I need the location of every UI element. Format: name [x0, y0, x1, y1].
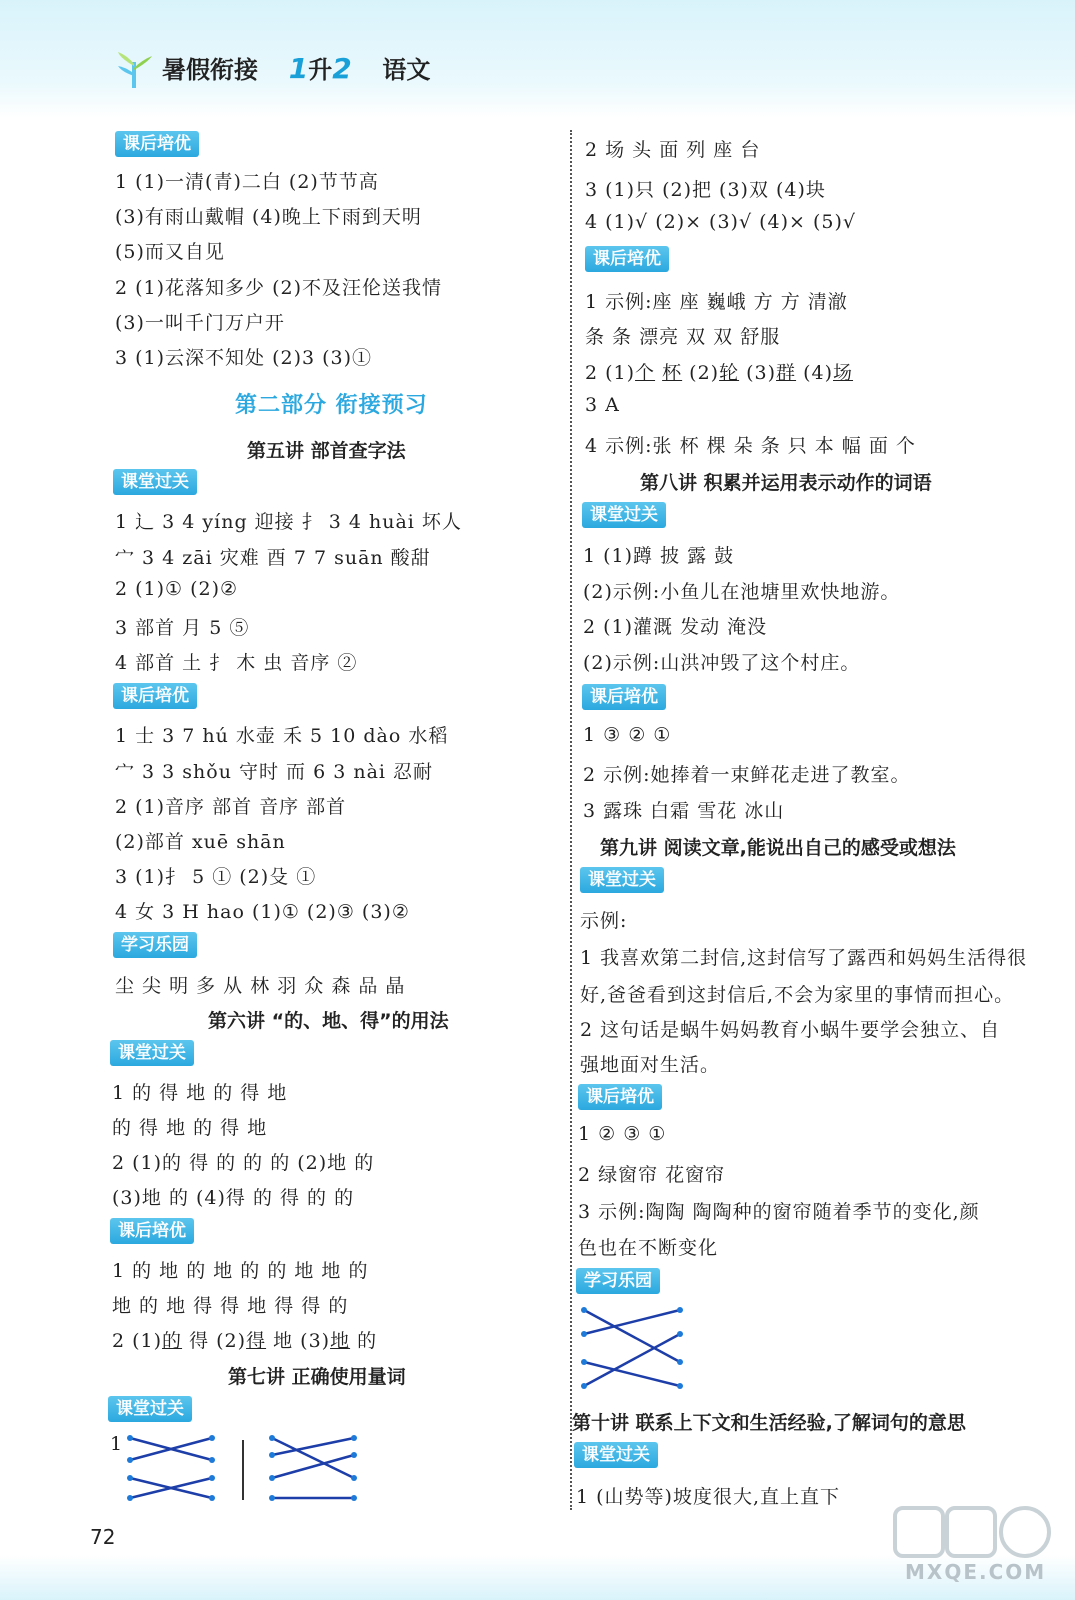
section-tag: 课堂过关 — [580, 867, 664, 893]
underlined-word: 地 — [330, 1330, 351, 1352]
column-divider — [570, 130, 572, 1510]
answer-line — [585, 358, 853, 385]
answer-line: (2)部首 xuē shān — [115, 831, 286, 853]
answer-line: 3 (1)云深不知处 (2)3 (3)① — [115, 347, 373, 369]
underlined-word: 得 — [246, 1330, 267, 1352]
section-tag: 课堂过关 — [108, 1396, 192, 1422]
underlined-word: 个 — [635, 362, 656, 384]
text-fragment: (3) — [739, 362, 777, 384]
answer-line: 示例: — [580, 910, 628, 932]
answer-line: 3 (1)扌 5 ① (2)殳 ① — [115, 866, 317, 888]
answer-line: 1 的 得 地 的 得 地 — [112, 1082, 288, 1104]
answer-line: 色也在不断变化 — [578, 1237, 719, 1259]
answer-line: 好,爸爸看到这封信后,不会为家里的事情而担心。 — [580, 984, 1015, 1006]
answer-line: 2 绿窗帘 花窗帘 — [578, 1164, 726, 1186]
answer-line: 1 (1)一清(青)二白 (2)节节高 — [115, 171, 379, 193]
answer-line: 4 (1)√ (2)× (3)√ (4)× (5)√ — [585, 211, 857, 233]
answer-line — [112, 1326, 377, 1353]
answer-line: 条 条 漂亮 双 双 舒服 — [585, 326, 781, 348]
section-tag: 课后培优 — [578, 1084, 662, 1110]
answer-line: 1 (1)蹲 披 露 鼓 — [583, 545, 735, 567]
section-tag: 课后培优 — [115, 131, 199, 157]
text-fragment: 2 (1) — [112, 1330, 163, 1352]
bamboo-logo-icon — [112, 48, 156, 92]
section-tag: 学习乐园 — [113, 932, 197, 958]
answer-line: 3 (1)只 (2)把 (3)双 (4)块 — [585, 179, 826, 201]
answer-line: 3 露珠 白霜 雪花 冰山 — [583, 800, 785, 822]
grade-from: 1 — [288, 52, 309, 85]
lecture-title: 第七讲 正确使用量词 — [228, 1366, 406, 1388]
answer-line: (5)而又自见 — [115, 241, 225, 263]
section-tag: 课后培优 — [582, 684, 666, 710]
section-tag: 课堂过关 — [113, 469, 197, 495]
answer-line: (2)示例:小鱼儿在池塘里欢快地游。 — [583, 581, 901, 603]
answer-line: 2 这句话是蜗牛妈妈教育小蜗牛要学会独立、自 — [580, 1019, 1001, 1041]
text-fragment: 的 — [350, 1330, 378, 1352]
answer-line: 4 女 3 H hao (1)① (2)③ (3)② — [115, 901, 410, 923]
answer-line: 2 示例:她捧着一束鲜花走进了教室。 — [583, 764, 911, 786]
answer-line: 尘 尖 明 多 从 林 羽 众 森 品 晶 — [115, 975, 406, 997]
answer-line: (3)地 的 (4)得 的 得 的 的 — [112, 1187, 355, 1209]
lecture-title: 第六讲 “的、地、得”的用法 — [208, 1010, 449, 1032]
answer-line: 4 示例:张 杯 棵 朵 条 只 本 幅 面 个 — [585, 435, 916, 457]
answer-line: 2 (1)① (2)② — [115, 578, 239, 600]
question-number: 1 — [110, 1433, 124, 1455]
section-tag: 学习乐园 — [576, 1268, 660, 1294]
book-title — [162, 50, 430, 85]
page-number: 72 — [90, 1525, 116, 1549]
answer-line: 地 的 地 得 得 地 得 得 的 — [112, 1295, 349, 1317]
answer-line: 1 士 3 7 hú 水壶 禾 5 10 dào 水稻 — [115, 725, 449, 747]
answer-line: (2)示例:山洪冲毁了这个村庄。 — [583, 652, 861, 674]
text-fragment: 2 (1) — [585, 362, 636, 384]
answer-line: 的 得 地 的 得 地 — [112, 1117, 268, 1139]
answer-line: (3)有雨山戴帽 (4)晚上下雨到天明 — [115, 206, 422, 228]
subject: 语文 — [382, 56, 431, 84]
text-fragment: (4) — [796, 362, 834, 384]
section-tag: 课堂过关 — [574, 1442, 658, 1468]
lecture-title: 第八讲 积累并运用表示动作的词语 — [640, 472, 932, 494]
answer-line: 1 (山势等)坡度很大,直上直下 — [576, 1486, 840, 1508]
answer-line: 1 ② ③ ① — [578, 1123, 667, 1145]
section-tag: 课后培优 — [585, 246, 669, 272]
answer-line: 1 辶 3 4 yíng 迎接 扌 3 4 huài 坏人 — [115, 511, 462, 533]
answer-line: (3)一叫千门万户开 — [115, 312, 285, 334]
underlined-word: 场 — [833, 362, 854, 384]
text-fragment: 地 (3) — [266, 1330, 331, 1352]
watermark-text: MXQE.COM — [905, 1560, 1047, 1584]
answer-line: 1 ③ ② ① — [583, 724, 672, 746]
part-title: 第二部分 衔接预习 — [235, 393, 428, 418]
lecture-title: 第九讲 阅读文章,能说出自己的感受或想法 — [600, 837, 956, 859]
underlined-word: 的 — [162, 1330, 183, 1352]
answer-line: 2 (1)灌溉 发动 淹没 — [583, 616, 768, 638]
answer-line: 宀 3 4 zāi 灾难 酉 7 7 suān 酸甜 — [115, 547, 431, 569]
answer-line: 1 的 地 的 地 的 的 地 地 的 — [112, 1260, 369, 1282]
answer-line: 2 (1)音序 部首 音序 部首 — [115, 796, 347, 818]
answer-line: 2 (1)的 得 的 的 的 (2)地 的 — [112, 1152, 375, 1174]
grade-to: 2 — [332, 52, 352, 85]
answer-line: 2 场 头 面 列 座 台 — [585, 139, 761, 161]
underlined-word: 轮 — [719, 362, 740, 384]
grade-mid: 升 — [308, 56, 333, 84]
answer-line: 3 部首 月 5 ⑤ — [115, 617, 250, 639]
section-tag: 课堂过关 — [582, 502, 666, 528]
matching-lines-diagram — [262, 1430, 362, 1505]
answer-line: 1 我喜欢第二封信,这封信写了露西和妈妈生活得很 — [580, 947, 1028, 969]
underlined-word: 杯 — [662, 362, 683, 384]
underlined-word: 群 — [776, 362, 797, 384]
section-tag: 课后培优 — [113, 683, 197, 709]
matching-lines-diagram — [120, 1430, 220, 1505]
answer-line: 1 示例:座 座 巍峨 方 方 清澈 — [585, 291, 848, 313]
answer-line: 3 示例:陶陶 陶陶种的窗帘随着季节的变化,颜 — [578, 1201, 980, 1223]
lecture-title: 第五讲 部首查字法 — [247, 440, 406, 462]
answer-line: 4 部首 土 扌 木 虫 音序 ② — [115, 652, 358, 674]
answer-line: 宀 3 3 shǒu 守时 而 6 3 nài 忍耐 — [115, 761, 434, 783]
vertical-rule — [242, 1440, 244, 1500]
lecture-title: 第十讲 联系上下文和生活经验,了解词句的意思 — [572, 1412, 966, 1434]
matching-lines-diagram — [578, 1302, 688, 1394]
answer-line: 3 A — [585, 394, 620, 416]
book-series: 暑假衔接 — [162, 56, 258, 84]
section-tag: 课堂过关 — [110, 1040, 194, 1066]
answer-line: 强地面对生活。 — [580, 1054, 721, 1076]
answer-line: 2 (1)花落知多少 (2)不及汪伦送我情 — [115, 277, 442, 299]
text-fragment: (2) — [682, 362, 720, 384]
text-fragment: 得 (2) — [182, 1330, 247, 1352]
section-tag: 课后培优 — [110, 1218, 194, 1244]
